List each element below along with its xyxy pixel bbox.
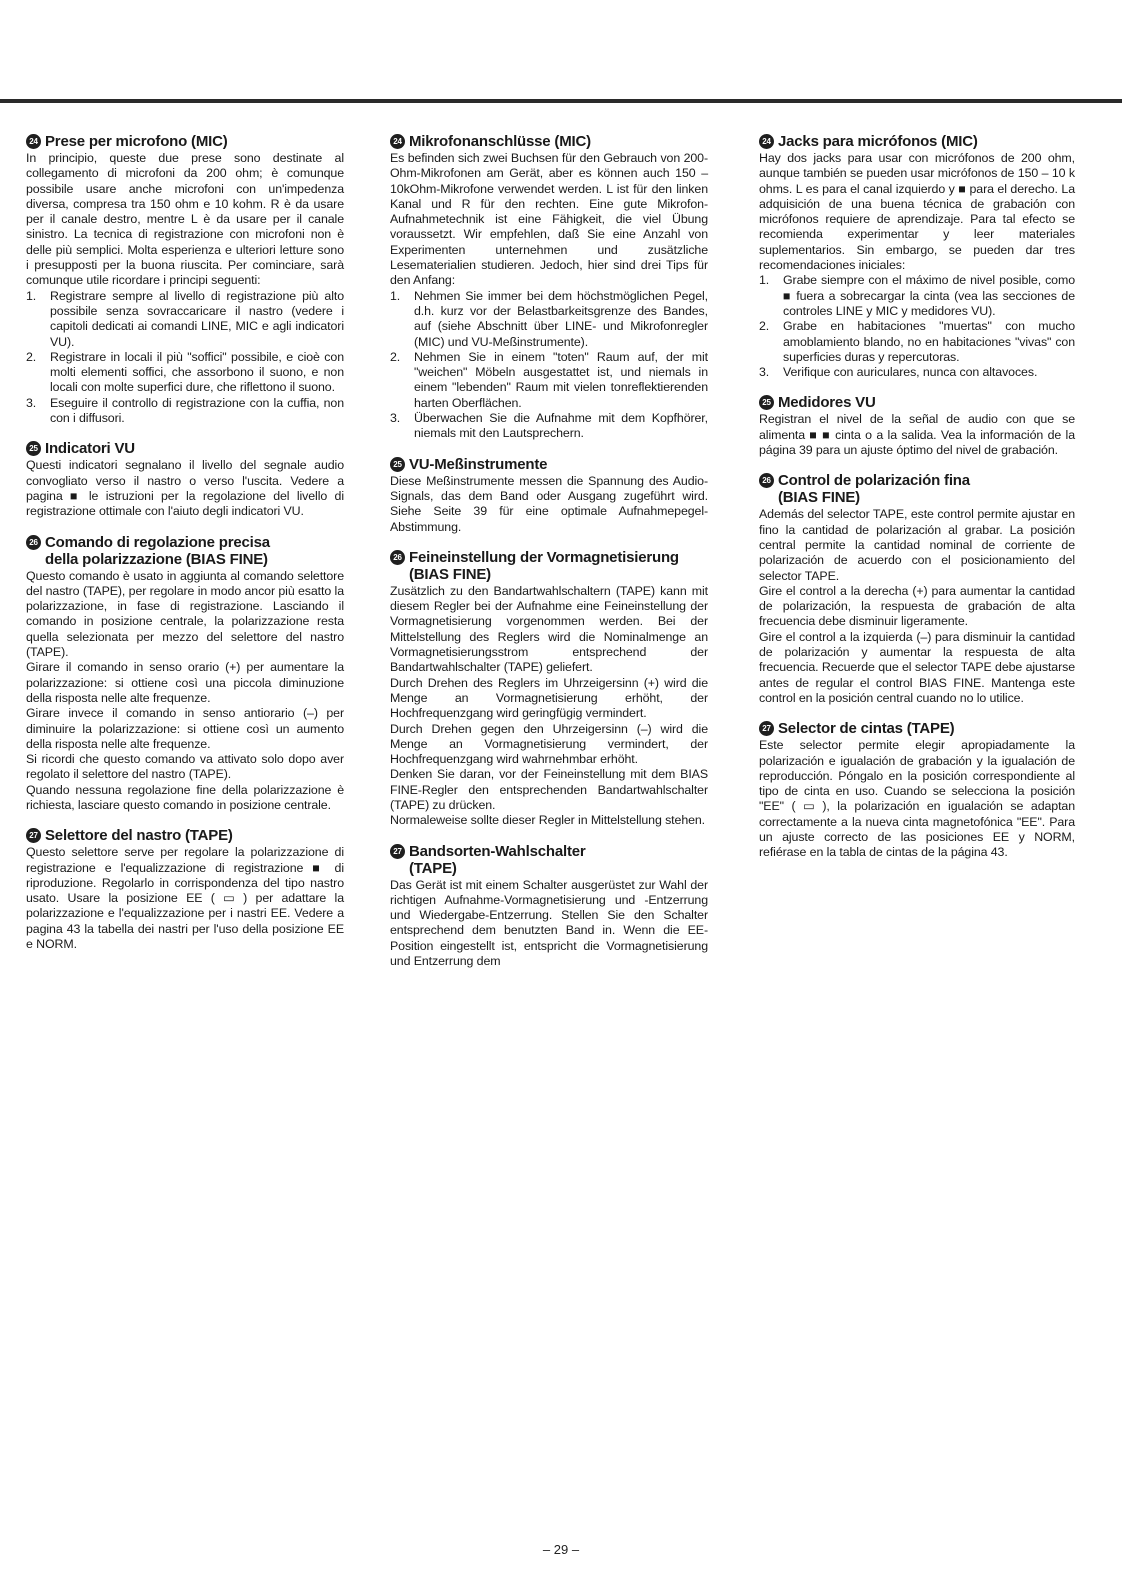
- body-paragraph: Este selector permite elegir apropiadamente la polarización e igualación de grabación y la igualación de reproducción. Póngalo en la posición correspondiente al tipo de cinta en uso. Cuando se selecciona la posición "EE" ( ▭ ), la polarización en igualación se adaptan correctamente a la nueva cinta magnetofónica "EE". Para un ajuste correcto de las posiciones EE y NORM, refiérase en la tabla de cintas de la página 43.: [759, 738, 1075, 860]
- section-number-badge: 25: [26, 441, 41, 456]
- list-item-text: Grabe siempre con el máximo de nivel posible, como ■ fuera a sobrecargar la cinta (vea las secciones de controles LINE y MIC y medidores VU).: [783, 273, 1075, 318]
- list-item: [26, 289, 344, 350]
- section-number-badge: 25: [390, 457, 405, 472]
- section-number-badge: 24: [26, 134, 41, 149]
- section-number-badge: 27: [390, 844, 405, 859]
- body-paragraph: Zusätzlich zu den Bandartwahlschaltern (TAPE) kann mit diesem Regler bei der Aufnahme eine Feineinstellung der Vormagnetisierung vorgenommen werden. Bei der Mittelstellung des Reglers wird die Nominalmenge an Vormagnetisierungsstrom entsprechend der Bandartwahlschalter (TAPE) geliefert.: [390, 583, 708, 675]
- section-number-badge: 26: [390, 550, 405, 565]
- list-item-text: Verifique con auriculares, nunca con altavoces.: [783, 365, 1038, 380]
- body-paragraph: Gire el control a la derecha (+) para aumentar la cantidad de polarización, la respuesta de grabación de alta frecuencia debe disminuir ligeramente.: [759, 583, 1075, 629]
- body-paragraph: In principio, queste due prese sono destinate al collegamento di microfoni da 200 ohm; è comunque possibile usare anche microfoni con un'impedenza diversa, compresa tra 150 ohm e 10 kohm. R è da usare per il canale destro, mentre L è da usare per il canale sinistro. La tecnica di registrazione con microfoni non è delle più semplici. Molta esperienza e ulteriori letture sono i presupposti per la buona riuscita. Per cominciare, sarà comunque utile ricordare i principi seguenti:: [26, 151, 344, 288]
- list-item: [390, 289, 708, 350]
- section-number-badge: 26: [26, 535, 41, 550]
- section-number-badge: 26: [759, 473, 774, 488]
- list-item-text: Nehmen Sie in einem "toten" Raum auf, der mit "weichen" Möbeln ausgestattet ist, und niemals in einem "lebenden" Raum mit vielen tonreflektierenden harten Oberflächen.: [414, 349, 708, 410]
- column-german: [390, 133, 708, 983]
- list-item: [26, 396, 344, 427]
- section-24: [390, 133, 708, 442]
- body-paragraph: Durch Drehen gegen den Uhrzeigersinn (–) wird die Menge an Vormagnetisierung vermindert, der Hochfrequenzgang wird wahrnehmbar erhöht.: [390, 721, 708, 767]
- section-24: [26, 133, 344, 426]
- section-title: Feineinstellung der Vormagnetisierung (BIAS FINE): [409, 548, 679, 583]
- body-paragraph: Denken Sie daran, vor der Feineinstellung mit dem BIAS FINE-Regler den entsprechenden Bandartwahlschalter (TAPE) zu drücken.: [390, 767, 708, 812]
- body-paragraph: Questo selettore serve per regolare la polarizzazione di registrazione e l'equalizzazione di registrazione ■ di riproduzione. Regolarlo in corrispondenza del tipo nastro usato. Usare la posizione EE ( ▭ ) per adattare la polarizzazione e l'equalizzazione per i nastri EE. Vedere a pagina 43 la tabella dei nastri per l'uso della posizione EE e NORM.: [26, 845, 344, 952]
- section-title: Selettore del nastro (TAPE): [45, 827, 233, 845]
- list-item-text: Grabe en habitaciones "muertas" con mucho amoblamiento blando, no en habitaciones "vivas" con superficies duras y repercutoras.: [783, 319, 1075, 364]
- section-title: VU-Meßinstrumente: [409, 455, 548, 473]
- section-heading: [759, 133, 1075, 150]
- section-title: Indicatori VU: [45, 440, 135, 458]
- body-paragraph: Es befinden sich zwei Buchsen für den Gebrauch von 200-Ohm-Mikrofonen am Gerät, aber es können auch 150 – 10kOhm-Mikrofone verwendet werden. L ist für den linken Kanal und R für den rechten. Eine gute Mikrofon-Aufnahmetechnik ist eine Fähigkeit, die viel Übung voraussetzt. Wir empfehlen, daß Sie eine Anzahl von Experimenten unternehmen und zusätzliche Lesematerialien studieren. Jedoch, hier sind drei Tips für den Anfang:: [390, 151, 708, 288]
- section-heading: [759, 472, 1075, 506]
- body-paragraph: Das Gerät ist mit einem Schalter ausgerüstet zur Wahl der richtigen Aufnahme-Vormagnetisierung und -Entzerrung und Wiedergabe-Entzerrung. Stellen Sie den Schalter entsprechend dem benutzten Band in. Wenn die EE-Position eingestellt ist, entspricht die Vormagnetisierung und Entzerrung dem: [390, 877, 708, 969]
- list-marker: 3.: [759, 365, 770, 380]
- section-26: [390, 549, 708, 829]
- numbered-list: [759, 273, 1075, 380]
- header-rule: [0, 99, 1122, 103]
- section-number-badge: 25: [759, 395, 774, 410]
- section-25: [390, 456, 708, 535]
- numbered-list: [390, 289, 708, 442]
- list-marker: 1.: [26, 288, 37, 303]
- page-number: – 29 –: [542, 1542, 580, 1557]
- body-paragraph: Questo comando è usato in aggiunta al comando selettore del nastro (TAPE), per regolare in modo ancor più esatto la polarizzazione, in fase di registrazione. Lasciando il comando in posizione centrale, la polarizzazione resta quella selezionata per mezzo del selettore del nastro (TAPE).: [26, 568, 344, 660]
- list-item-text: Eseguire il controllo di registrazione con la cuffia, non con i diffusori.: [50, 395, 344, 426]
- list-marker: 3.: [390, 411, 401, 426]
- section-number-badge: 24: [759, 134, 774, 149]
- list-marker: 2.: [390, 349, 401, 364]
- section-heading: [26, 827, 344, 844]
- section-heading: [759, 394, 1075, 411]
- body-paragraph: Questi indicatori segnalano il livello del segnale audio convogliato verso il nastro o verso l'uscita. Vedere a pagina ■ le istruzioni per la regolazione del livello di registrazione ottimale con l'aiuto degli indicatori VU.: [26, 458, 344, 519]
- body-paragraph: Si ricordi che questo comando va attivato solo dopo aver regolato il selettore del nastro (TAPE).: [26, 752, 344, 782]
- body-paragraph: Quando nessuna regolazione fine della polarizzazione è richiesta, lasciare questo comando in posizione centrale.: [26, 782, 344, 812]
- body-paragraph: Durch Drehen des Reglers im Uhrzeigersinn (+) wird die Menge an Vormagnetisierung erhöht, der Hochfrequenzgang wird geringfügig vermindert.: [390, 675, 708, 721]
- body-paragraph: Girare invece il comando in senso antiorario (–) per diminuire la polarizzazione: si ottiene così un aumento della risposta nelle alte frequenze.: [26, 706, 344, 751]
- body-paragraph: Normaleweise sollte dieser Regler in Mittelstellung stehen.: [390, 813, 706, 828]
- section-heading: [390, 549, 708, 583]
- section-title: Control de polarización fina (BIAS FINE): [778, 472, 970, 507]
- column-spanish: [759, 133, 1075, 875]
- list-item-text: Nehmen Sie immer bei dem höchstmöglichen Pegel, d.h. kurz vor der Belastbarkeitsgrenze des Bandes, auf (siehe Abschnitt über LINE- und Mikrofonregler (MIC) und VU-Meßinstrumente).: [414, 288, 708, 349]
- list-item-text: Überwachen Sie die Aufnahme mit dem Kopfhörer, niemals mit den Lautsprechern.: [414, 411, 708, 441]
- section-26: [26, 534, 344, 814]
- body-paragraph: Además del selector TAPE, este control permite ajustar en fino la cantidad de polarización al grabar. La posición central permite la cantidad nominal de corriente de polarización de acuerdo con el posicionamiento del selector TAPE.: [759, 507, 1075, 583]
- section-title: Prese per microfono (MIC): [45, 133, 228, 150]
- section-27: [390, 843, 708, 970]
- section-title: Bandsorten-Wahlschalter (TAPE): [409, 842, 586, 877]
- section-heading: [390, 456, 708, 473]
- section-heading: [26, 133, 344, 150]
- section-27: [759, 720, 1075, 860]
- section-title: Mikrofonanschlüsse (MIC): [409, 133, 591, 150]
- section-25: [26, 440, 344, 519]
- numbered-list: [26, 289, 344, 427]
- section-number-badge: 24: [390, 134, 405, 149]
- list-marker: 1.: [390, 288, 401, 303]
- section-26: [759, 472, 1075, 706]
- section-title: Medidores VU: [778, 394, 876, 412]
- list-marker: 3.: [26, 395, 37, 410]
- list-item: [759, 319, 1075, 365]
- column-italian: [26, 133, 344, 966]
- section-number-badge: 27: [26, 828, 41, 843]
- section-heading: [26, 440, 344, 457]
- section-number-badge: 27: [759, 721, 774, 736]
- section-heading: [26, 534, 344, 568]
- list-item-text: Registrare sempre al livello di registrazione più alto possibile senza sovraccaricare il nastro (vedere i capitoli dedicati ai comandi LINE, MIC e agli indicatori VU).: [50, 288, 344, 349]
- list-marker: 2.: [759, 319, 770, 334]
- section-27: [26, 827, 344, 952]
- section-title: Selector de cintas (TAPE): [778, 720, 955, 738]
- list-item-text: Registrare in locali il più "soffici" possibile, e cioè con molti elementi soffici, che assorbono il suono, e non locali con molte superfici dure, che riflettono il suono.: [50, 349, 344, 395]
- section-title: Comando di regolazione precisa della polarizzazione (BIAS FINE): [45, 533, 270, 568]
- body-paragraph: Hay dos jacks para usar con micrófonos de 200 ohm, aunque también se pueden usar micrófonos de 150 – 10 k ohms. L es para el canal izquierdo y ■ para el derecho. La adquisición de una buena técnica de grabación con micrófonos requiere de aprendizaje. Para tal efecto se recomienda experimentar y leer materiales suplementarios. Sin embargo, se pueden dar tres recomendaciones iniciales:: [759, 151, 1075, 273]
- list-item: [759, 365, 1075, 380]
- body-paragraph: Girare il comando in senso orario (+) per aumentare la polarizzazione: si ottiene così una piccola diminuzione della risposta nelle alte frequenze.: [26, 660, 344, 705]
- section-25: [759, 394, 1075, 458]
- section-24: [759, 133, 1075, 380]
- body-paragraph: Gire el control a la izquierda (–) para disminuir la cantidad de polarización y aumentar la respuesta de alta frecuencia. Recuerde que el selector TAPE debe ajustarse antes de regular el control BIAS FINE. Mantenga este control en la posición central cuando no lo utilice.: [759, 629, 1075, 705]
- section-heading: [390, 843, 708, 877]
- list-marker: 2.: [26, 349, 37, 364]
- section-heading: [390, 133, 708, 150]
- body-paragraph: Diese Meßinstrumente messen die Spannung des Audio-Signals, das dem Band oder Ausgang zugeführt wird. Siehe Seite 39 für eine optimale Aufnahmepegel-Abstimmung.: [390, 473, 708, 534]
- section-title: Jacks para micrófonos (MIC): [778, 133, 978, 150]
- list-item: [390, 350, 708, 411]
- list-item: [390, 411, 708, 442]
- list-item: [759, 273, 1075, 319]
- body-paragraph: Registran el nivel de la señal de audio con que se alimenta ■ ■ cinta o a la salida. Vea la información de la página 39 para un ajuste óptimo del nivel de grabación.: [759, 412, 1075, 458]
- section-heading: [759, 720, 1075, 737]
- list-marker: 1.: [759, 273, 770, 288]
- list-item: [26, 350, 344, 396]
